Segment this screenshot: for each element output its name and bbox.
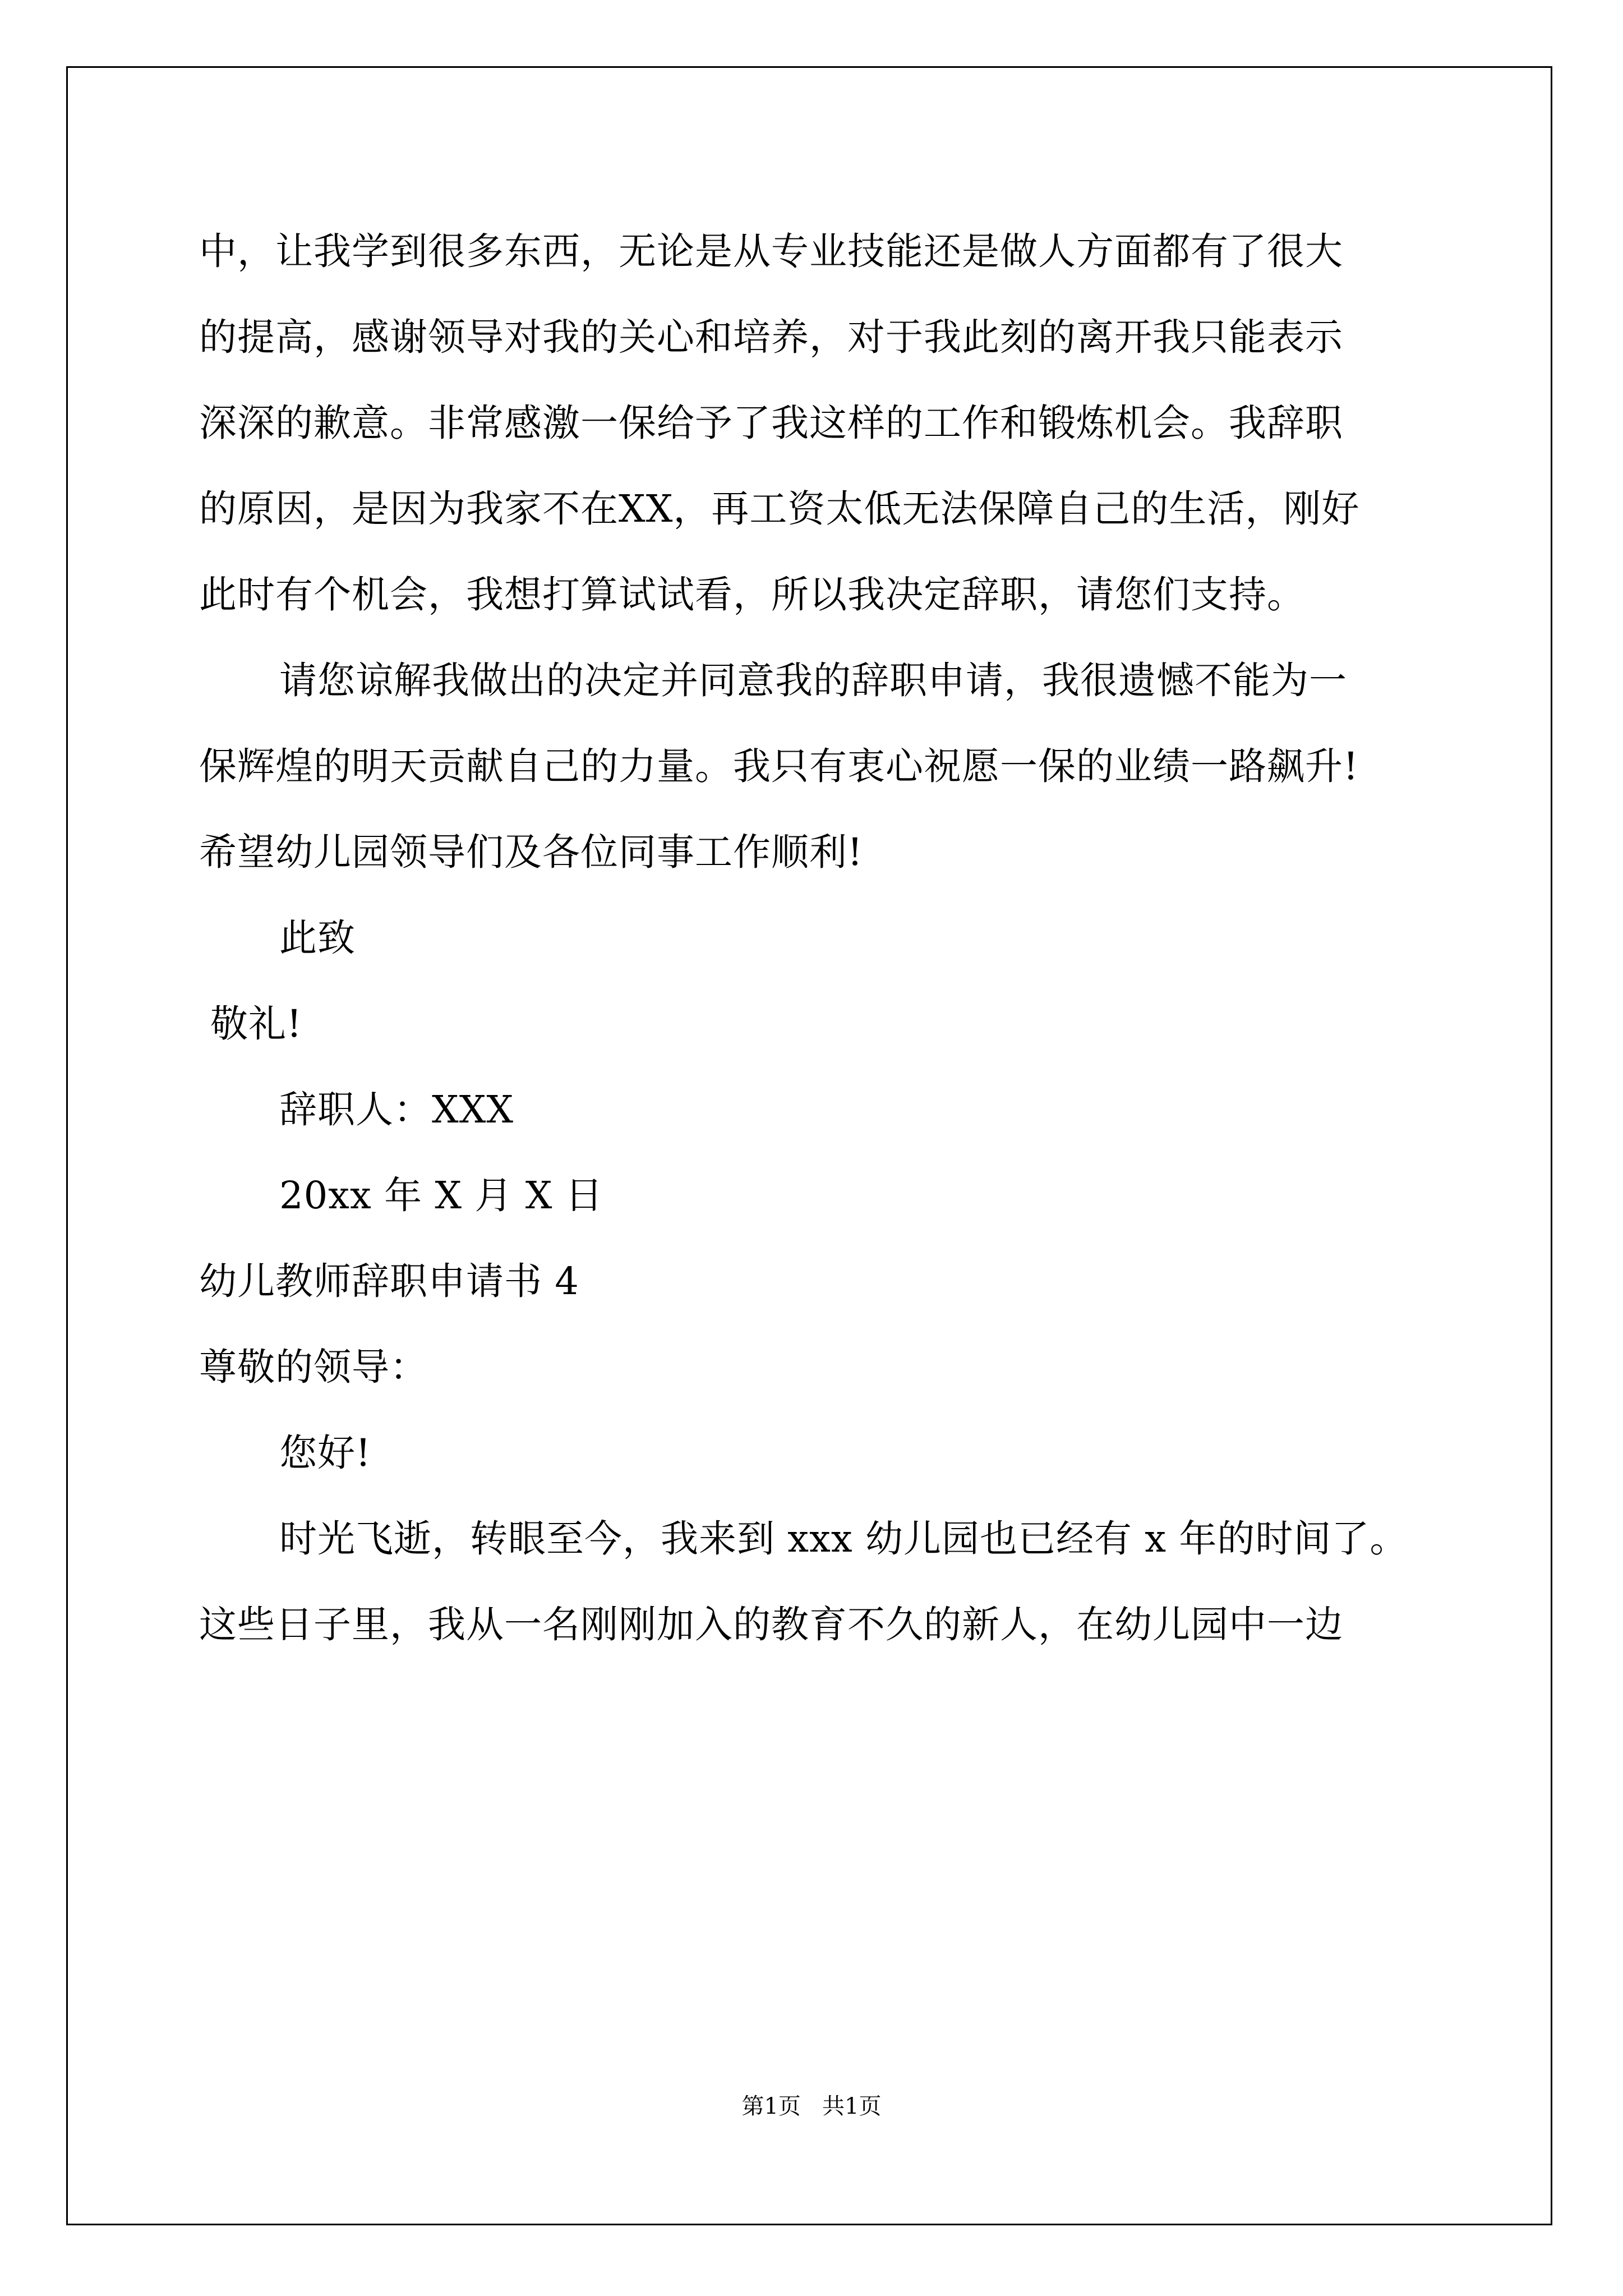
page-border bbox=[66, 66, 1552, 2225]
greeting-line: 尊敬的领导： bbox=[199, 1345, 428, 1389]
body-text-line: 中，让我学到很多东西，无论是从专业技能还是做人方面都有了很大 bbox=[199, 229, 1343, 273]
page-footer: 第1页 共1页 bbox=[741, 2093, 882, 2119]
body-text-line: 的原因，是因为我家不在XX，再工资太低无法保障自己的生活，刚好 bbox=[199, 487, 1360, 531]
greeting-hello: 您好! bbox=[279, 1431, 371, 1475]
body-text-line: 保辉煌的明天贡献自己的力量。我只有衷心祝愿一保的业绩一路飙升! bbox=[199, 744, 1359, 788]
body-text-line: 此时有个机会，我想打算试试看，所以我决定辞职，请您们支持。 bbox=[199, 573, 1305, 616]
paragraph-first-line: 请您谅解我做出的决定并同意我的辞职申请，我很遗憾不能为一 bbox=[279, 659, 1347, 702]
paragraph-first-line: 时光飞逝，转眼至今，我来到 xxx 幼儿园也已经有 x 年的时间了。 bbox=[279, 1517, 1408, 1561]
date-line: 20xx 年 X 月 X 日 bbox=[279, 1174, 603, 1217]
body-text-line: 这些日子里，我从一名刚刚加入的教育不久的新人，在幼儿园中一边 bbox=[199, 1603, 1343, 1646]
body-text-line: 深深的歉意。非常感激一保给予了我这样的工作和锻炼机会。我辞职 bbox=[199, 401, 1343, 445]
closing-salutation: 此致 bbox=[279, 916, 356, 960]
body-text-line: 希望幼儿园领导们及各位同事工作顺利! bbox=[199, 830, 863, 874]
body-text-line: 的提高，感谢领导对我的关心和培养，对于我此刻的离开我只能表示 bbox=[199, 315, 1343, 359]
closing-regards: 敬礼! bbox=[210, 1002, 302, 1046]
signature-line: 辞职人：XXX bbox=[279, 1088, 514, 1131]
section-title: 幼儿教师辞职申请书 4 bbox=[199, 1259, 579, 1303]
